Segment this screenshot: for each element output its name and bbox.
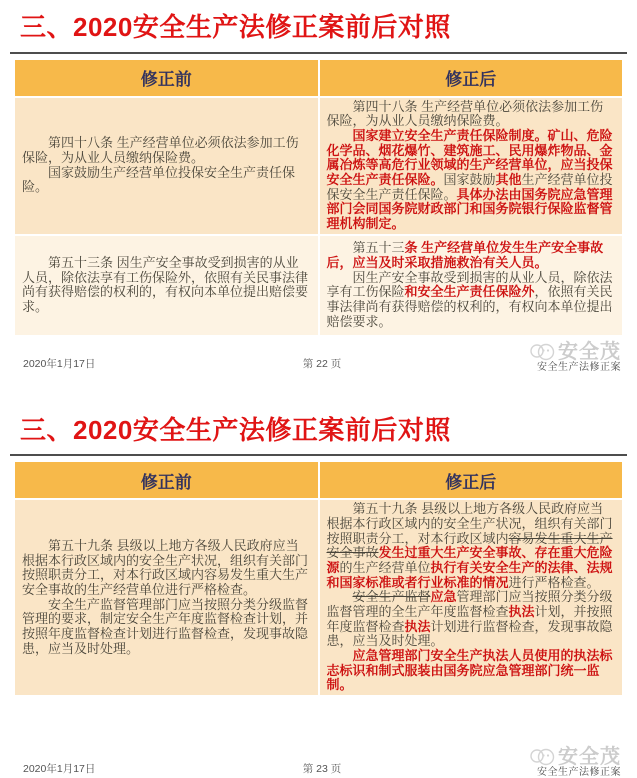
brand-name: 安全茂 [558, 746, 621, 769]
column-header-before: 修正前 [14, 461, 319, 499]
table-header-row [14, 59, 623, 97]
comparison-table [13, 58, 624, 337]
slide-date: 2020年1月17日 [23, 357, 96, 370]
slide-page-23 [0, 403, 637, 778]
column-header-before: 修正前 [14, 59, 319, 97]
watermark [529, 747, 621, 778]
cell-article-48-before: 第四十八条 生产经营单位必须依法参加工伤保险，为从业人员缴纳保险费。 国家鼓励生产经营单位投保安全生产责任保险。 [14, 97, 319, 235]
page-number: 第 22 页 [302, 357, 342, 370]
cell-article-59-after: 第五十九条 县级以上地方各级人民政府应当根据本行政区域内的安全生产状况，组织有关部门按照职责分工，对本行政区域内容易发生重大生产安全事故发生过重大生产安全事故、存在重大危险源的生产经营单位执行有关安全生产的法律、法规和国家标准或者行业标准的情况进行严格检查。 安全生产监督应急管理部门应当按照分类分级监督管理的全生产年度监督检查执法计划，并按照年度监督检查执法计划进行监督检查，发现事故隐患，应当及时处理。 应急管理部门安全生产执法人员使用的执法标志标识和制式服装由国务院应急管理部门统一监制。 [319, 499, 624, 696]
slide-footer [23, 339, 621, 373]
table-row [14, 97, 623, 235]
slide-page-22 [0, 0, 637, 373]
title-divider [10, 52, 627, 54]
column-header-after: 修正后 [319, 59, 624, 97]
anquanmao-logo-icon [529, 342, 555, 362]
slide-footer [23, 744, 621, 778]
brand-name: 安全茂 [558, 340, 621, 363]
comparison-table [13, 460, 624, 697]
title-divider [10, 454, 627, 456]
column-header-after: 修正后 [319, 461, 624, 499]
page-title: 三、2020安全生产法修正案前后对照 [20, 12, 451, 42]
brand-subtitle: 安全生产法修正案 [537, 767, 621, 778]
page-title: 三、2020安全生产法修正案前后对照 [20, 414, 451, 445]
page-number: 第 23 页 [302, 763, 342, 776]
table-header-row [14, 461, 623, 499]
cell-article-59-before: 第五十九条 县级以上地方各级人民政府应当根据本行政区域内的安全生产状况，组织有关部门按照职责分工，对本行政区域内容易发生重大生产安全事故的生产经营单位进行严格检查。 安全生产监督管理部门应当按照分类分级监督管理的要求，制定安全生产年度监督检查计划，并按照年度监督检查计划进行监督检查，发现事故隐患，应当及时处理。 [14, 499, 319, 696]
cell-article-53-after: 第五十三条 生产经营单位发生生产安全事故后，应当及时采取措施救治有关人员。 因生产安全事故受到损害的从业人员，除依法享有工伤保险和安全生产责任保险外，依照有关民事法律尚有获得赔偿的权利的，有权向本单位提出赔偿要求。 [319, 235, 624, 336]
table-row [14, 235, 623, 336]
cell-article-48-after: 第四十八条 生产经营单位必须依法参加工伤保险，为从业人员缴纳保险费。 国家建立安全生产责任保险制度。矿山、危险化学品、烟花爆竹、建筑施工、民用爆炸物品、金属冶炼等高危行业领域的生产经营单位，应当投保安全生产责任保险。国家鼓励其他生产经营单位投保安全生产责任保险。具体办法由国务院应急管理部门会同国务院财政部门和国务院银行保险监督管理机构制定。 [319, 97, 624, 235]
watermark [529, 342, 621, 373]
anquanmao-logo-icon [529, 747, 555, 767]
table-row [14, 499, 623, 696]
brand-subtitle: 安全生产法修正案 [537, 361, 621, 373]
slide-date: 2020年1月17日 [23, 763, 96, 776]
cell-article-53-before: 第五十三条 因生产安全事故受到损害的从业人员，除依法享有工伤保险外，依照有关民事法律尚有获得赔偿的权利的，有权向本单位提出赔偿要求。 [14, 235, 319, 336]
